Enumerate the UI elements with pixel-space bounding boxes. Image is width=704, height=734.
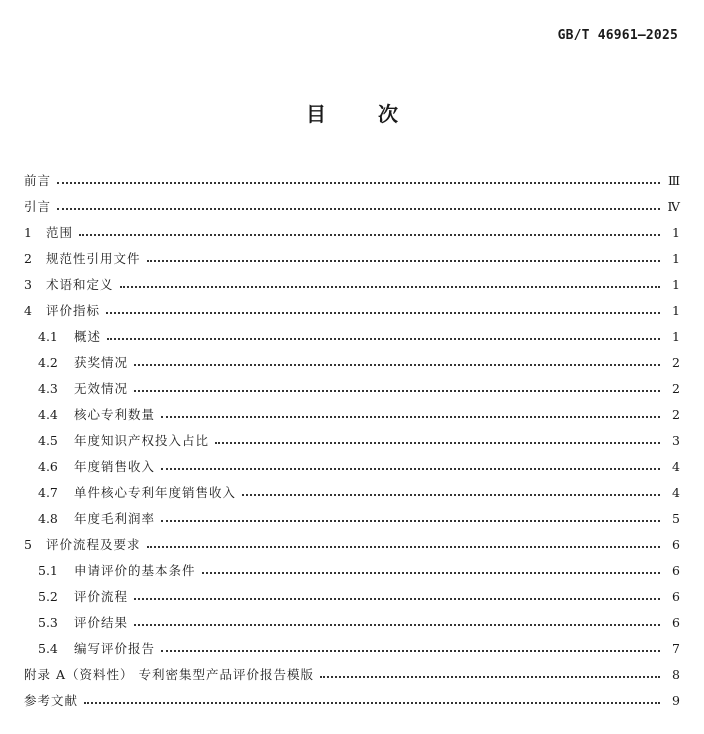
toc-dot-leader — [79, 234, 660, 236]
toc-dot-leader — [57, 208, 660, 210]
toc-entry[interactable] — [24, 402, 680, 428]
toc-entry-label: 评价结果 — [74, 615, 129, 630]
toc-entry-page: 1 — [672, 277, 680, 292]
toc-entry-page: 6 — [672, 615, 680, 630]
toc-entry[interactable] — [24, 480, 680, 506]
toc-entry-page: 4 — [672, 459, 680, 474]
toc-entry[interactable] — [24, 194, 680, 220]
toc-dot-leader — [134, 624, 660, 626]
toc-entry-page: 1 — [672, 225, 680, 240]
toc-entry-page: Ⅳ — [667, 199, 680, 214]
page-title — [0, 98, 704, 127]
toc-entry[interactable] — [24, 506, 680, 532]
toc-dot-leader — [120, 286, 660, 288]
toc-entry[interactable] — [24, 532, 680, 558]
toc-entry-label: 范围 — [46, 225, 74, 240]
toc-dot-leader — [147, 546, 660, 548]
toc-entry-number: 4.6 — [38, 459, 58, 474]
toc-entry[interactable] — [24, 220, 680, 246]
toc-entry[interactable] — [24, 246, 680, 272]
toc-entry-label: 评价流程及要求 — [46, 537, 141, 552]
toc-dot-leader — [57, 182, 660, 184]
toc-entry[interactable] — [24, 376, 680, 402]
toc-dot-leader — [161, 416, 660, 418]
toc-entry-page: 6 — [672, 589, 680, 604]
toc-entry[interactable] — [24, 350, 680, 376]
toc-entry-page: 6 — [672, 563, 680, 578]
toc-entry-label: 引言 — [24, 199, 52, 214]
toc-entry-number: 5.4 — [38, 641, 58, 656]
toc-entry-number: 4.5 — [38, 433, 58, 448]
toc-entry-label: 获奖情况 — [74, 355, 129, 370]
toc-dot-leader — [106, 312, 660, 314]
toc-dot-leader — [320, 676, 660, 678]
toc-entry-page: 9 — [672, 693, 680, 708]
toc-dot-leader — [161, 650, 660, 652]
toc-dot-leader — [161, 468, 660, 470]
toc-dot-leader — [147, 260, 660, 262]
toc-entry[interactable] — [24, 610, 680, 636]
toc-entry-label: 评价流程 — [74, 589, 129, 604]
toc-entry[interactable] — [24, 298, 680, 324]
toc-entry-label: 参考文献 — [24, 693, 79, 708]
standard-code: GB/T 46961—2025 — [557, 28, 678, 43]
toc-entry-page: Ⅲ — [667, 173, 680, 188]
toc-entry-page: 2 — [672, 381, 680, 396]
toc-entry-label: 年度毛利润率 — [74, 511, 156, 526]
toc-entry[interactable] — [24, 558, 680, 584]
toc-entry-number: 1 — [24, 225, 32, 240]
toc-dot-leader — [134, 390, 660, 392]
toc-entry-number: 5.3 — [38, 615, 58, 630]
toc-entry-label: 规范性引用文件 — [46, 251, 141, 266]
toc-entry-page: 5 — [672, 511, 680, 526]
toc-dot-leader — [202, 572, 660, 574]
toc-entry[interactable] — [24, 428, 680, 454]
toc-dot-leader — [161, 520, 660, 522]
toc-entry-page: 8 — [672, 667, 680, 682]
toc-entry[interactable] — [24, 324, 680, 350]
toc-entry-number: 3 — [24, 277, 32, 292]
toc-entry-number: 4.7 — [38, 485, 58, 500]
toc-entry-number: 5.1 — [38, 563, 58, 578]
toc-entry-label: 概述 — [74, 329, 102, 344]
toc-entry-label: 附录 A（资料性） 专利密集型产品评价报告模版 — [24, 667, 314, 682]
title-char-1: 目 — [306, 102, 326, 126]
toc-entry-label: 无效情况 — [74, 381, 129, 396]
toc-entry-number: 4.3 — [38, 381, 58, 396]
toc-entry-page: 2 — [672, 407, 680, 422]
toc-entry-page: 2 — [672, 355, 680, 370]
toc-entry-label: 核心专利数量 — [74, 407, 156, 422]
toc-entry-label: 年度销售收入 — [74, 459, 156, 474]
toc-entry[interactable] — [24, 584, 680, 610]
toc-entry-label: 年度知识产权投入占比 — [74, 433, 210, 448]
toc-dot-leader — [84, 702, 660, 704]
toc-dot-leader — [107, 338, 660, 340]
toc-entry-label: 单件核心专利年度销售收入 — [74, 485, 237, 500]
table-of-contents — [24, 168, 680, 714]
toc-entry-number: 4.1 — [38, 329, 58, 344]
toc-entry-label: 编写评价报告 — [74, 641, 156, 656]
toc-entry-number: 5 — [24, 537, 32, 552]
toc-dot-leader — [215, 442, 660, 444]
toc-dot-leader — [134, 598, 660, 600]
toc-entry[interactable] — [24, 272, 680, 298]
toc-entry-page: 1 — [672, 303, 680, 318]
toc-entry-page: 7 — [672, 641, 680, 656]
toc-entry-page: 1 — [672, 251, 680, 266]
toc-entry[interactable] — [24, 688, 680, 714]
toc-entry-label: 术语和定义 — [46, 277, 114, 292]
toc-entry-number: 4 — [24, 303, 32, 318]
toc-entry[interactable] — [24, 454, 680, 480]
toc-entry-number: 5.2 — [38, 589, 58, 604]
toc-entry[interactable] — [24, 662, 680, 688]
toc-entry-page: 4 — [672, 485, 680, 500]
toc-entry-label: 申请评价的基本条件 — [74, 563, 196, 578]
toc-entry-number: 2 — [24, 251, 32, 266]
toc-entry[interactable] — [24, 636, 680, 662]
toc-entry-number: 4.2 — [38, 355, 58, 370]
toc-dot-leader — [242, 494, 660, 496]
toc-entry-number: 4.8 — [38, 511, 58, 526]
title-char-2: 次 — [378, 102, 398, 126]
toc-entry-label: 前言 — [24, 173, 52, 188]
toc-entry-page: 6 — [672, 537, 680, 552]
toc-entry[interactable] — [24, 168, 680, 194]
toc-entry-page: 3 — [672, 433, 680, 448]
toc-dot-leader — [134, 364, 660, 366]
toc-entry-number: 4.4 — [38, 407, 58, 422]
toc-entry-page: 1 — [672, 329, 680, 344]
toc-entry-label: 评价指标 — [46, 303, 101, 318]
